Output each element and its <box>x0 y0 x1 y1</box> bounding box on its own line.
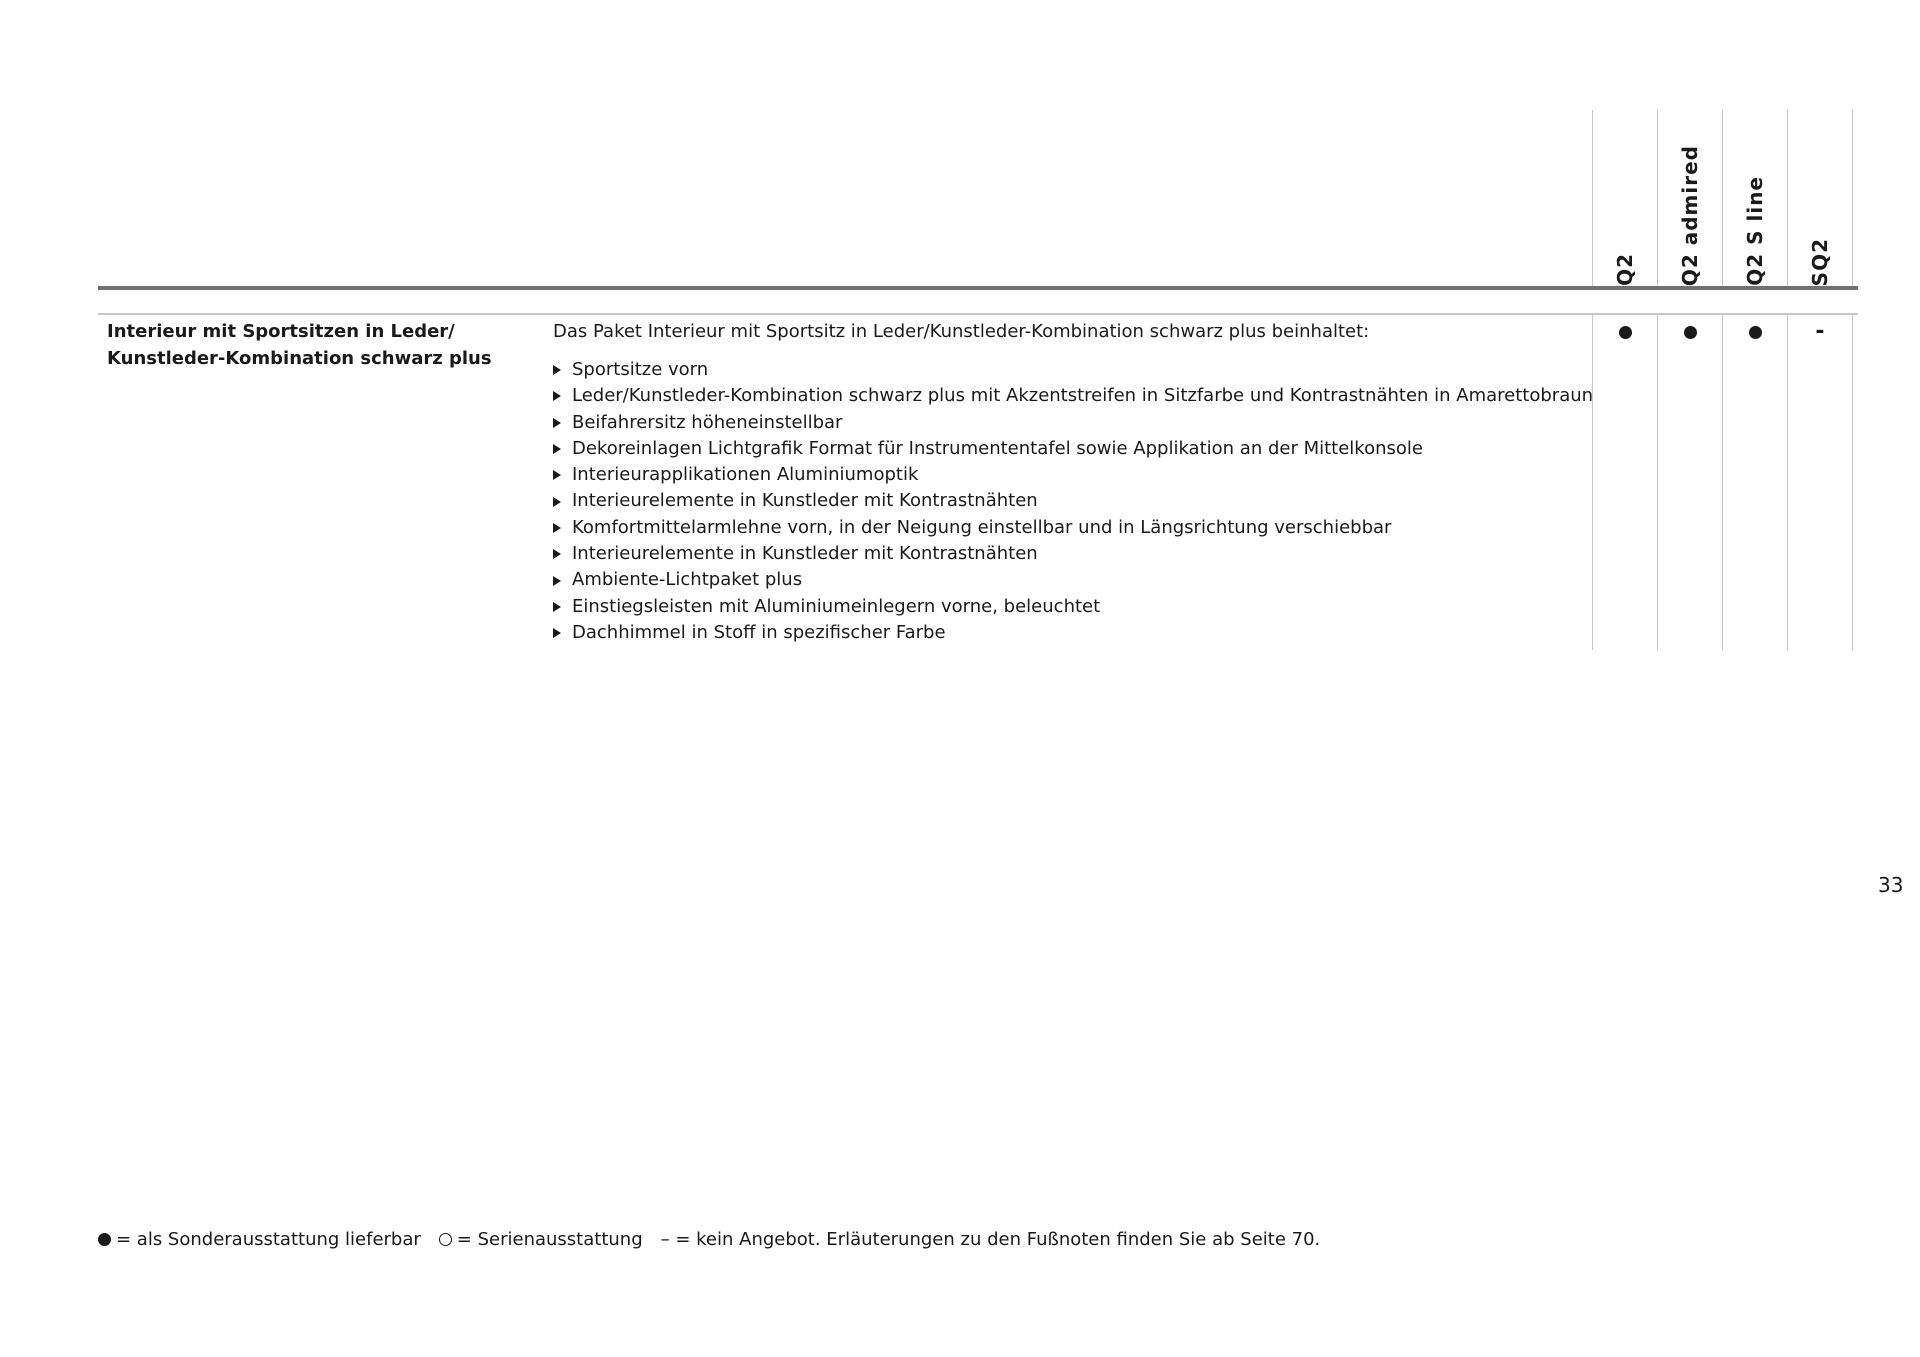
availability-q2-admired <box>1658 320 1722 344</box>
optional-dot-icon <box>1619 326 1632 339</box>
bullet-arrow-icon <box>553 549 561 559</box>
legend <box>98 1229 1320 1250</box>
optional-dot-icon <box>1684 326 1697 339</box>
feature-text: Einstiegsleisten mit Aluminiumeinlegern vorne, beleuchtet <box>572 595 1101 617</box>
list-item <box>553 594 1593 620</box>
feature-text: Interieurapplikationen Aluminiumoptik <box>572 464 919 486</box>
model-label: SQ2 <box>1808 237 1832 286</box>
header-divider <box>1657 110 1658 286</box>
cell-divider <box>1722 313 1723 650</box>
list-item <box>553 383 1593 409</box>
feature-text: Beifahrersitz höheneinstellbar <box>572 411 843 433</box>
feature-text: Ambiente-Lichtpaket plus <box>572 569 803 591</box>
header-divider <box>1852 110 1853 286</box>
bullet-arrow-icon <box>553 602 561 612</box>
package-title-line: Interieur mit Sportsitzen in Leder/ <box>107 321 455 342</box>
header-divider <box>1722 110 1723 286</box>
list-item <box>553 515 1593 541</box>
model-header-q2-admired <box>1658 110 1722 286</box>
cell-divider <box>1657 313 1658 650</box>
list-item <box>553 488 1593 514</box>
list-item <box>553 410 1593 436</box>
cell-divider <box>1852 313 1853 650</box>
legend-optional: = als Sonderausstattung lieferbar <box>116 1229 421 1250</box>
bullet-arrow-icon <box>553 418 561 428</box>
package-title-line: Kunstleder-Kombination schwarz plus <box>107 348 492 369</box>
bullet-arrow-icon <box>553 391 561 401</box>
model-label: Q2 S line <box>1743 176 1767 286</box>
feature-text: Dekoreinlagen Lichtgrafik Format für Instrumententafel sowie Applikation an der Mittelkonsole <box>572 437 1423 459</box>
feature-text: Dachhimmel in Stoff in spezifischer Farbe <box>572 621 946 643</box>
feature-text: Interieurelemente in Kunstleder mit Kontrastnähten <box>572 543 1038 565</box>
bullet-arrow-icon <box>553 497 561 507</box>
legend-not-offered: – = kein Angebot. Erläuterungen zu den Fußnoten finden Sie ab Seite 70. <box>660 1229 1321 1250</box>
hollow-circle-icon <box>439 1233 452 1246</box>
availability-sq2 <box>1788 320 1852 344</box>
list-item <box>553 357 1593 383</box>
list-item <box>553 436 1593 462</box>
bullet-arrow-icon <box>553 523 561 533</box>
list-item <box>553 620 1593 646</box>
package-title <box>107 318 527 372</box>
list-item <box>553 462 1593 488</box>
header-rule <box>98 286 1858 290</box>
header-divider <box>1787 110 1788 286</box>
feature-text: Interieurelemente in Kunstleder mit Kontrastnähten <box>572 490 1038 512</box>
filled-dot-icon <box>98 1233 111 1246</box>
bullet-arrow-icon <box>553 628 561 638</box>
row-top-rule <box>98 313 1858 315</box>
feature-text: Komfortmittelarmlehne vorn, in der Neigung einstellbar und in Längsrichtung verschiebbar <box>572 516 1392 538</box>
model-header-q2 <box>1593 110 1657 286</box>
bullet-arrow-icon <box>553 576 561 586</box>
optional-dot-icon <box>1749 326 1762 339</box>
legend-standard: = Serienausstattung <box>456 1229 643 1250</box>
cell-divider <box>1787 313 1788 650</box>
availability-q2 <box>1593 320 1657 344</box>
list-item <box>553 567 1593 593</box>
not-offered-dash: - <box>1815 319 1825 344</box>
availability-q2-s-line <box>1723 320 1787 344</box>
header-divider <box>1592 110 1593 286</box>
feature-text: Leder/Kunstleder-Kombination schwarz plus mit Akzentstreifen in Sitzfarbe und Kontrastnähten in Amarettobraun <box>572 385 1594 407</box>
list-item <box>553 541 1593 567</box>
package-intro: Das Paket Interieur mit Sportsitz in Leder/Kunstleder-Kombination schwarz plus beinhaltet: <box>553 321 1370 342</box>
bullet-arrow-icon <box>553 365 561 375</box>
feature-text: Sportsitze vorn <box>572 359 709 380</box>
model-header-sq2 <box>1788 110 1852 286</box>
bullet-arrow-icon <box>553 444 561 454</box>
bullet-arrow-icon <box>553 470 561 480</box>
page-number: 33 <box>1878 873 1904 897</box>
model-label: Q2 admired <box>1678 144 1702 286</box>
model-header-q2-s-line <box>1723 110 1787 286</box>
feature-list <box>553 357 1593 646</box>
model-label: Q2 <box>1613 253 1637 286</box>
